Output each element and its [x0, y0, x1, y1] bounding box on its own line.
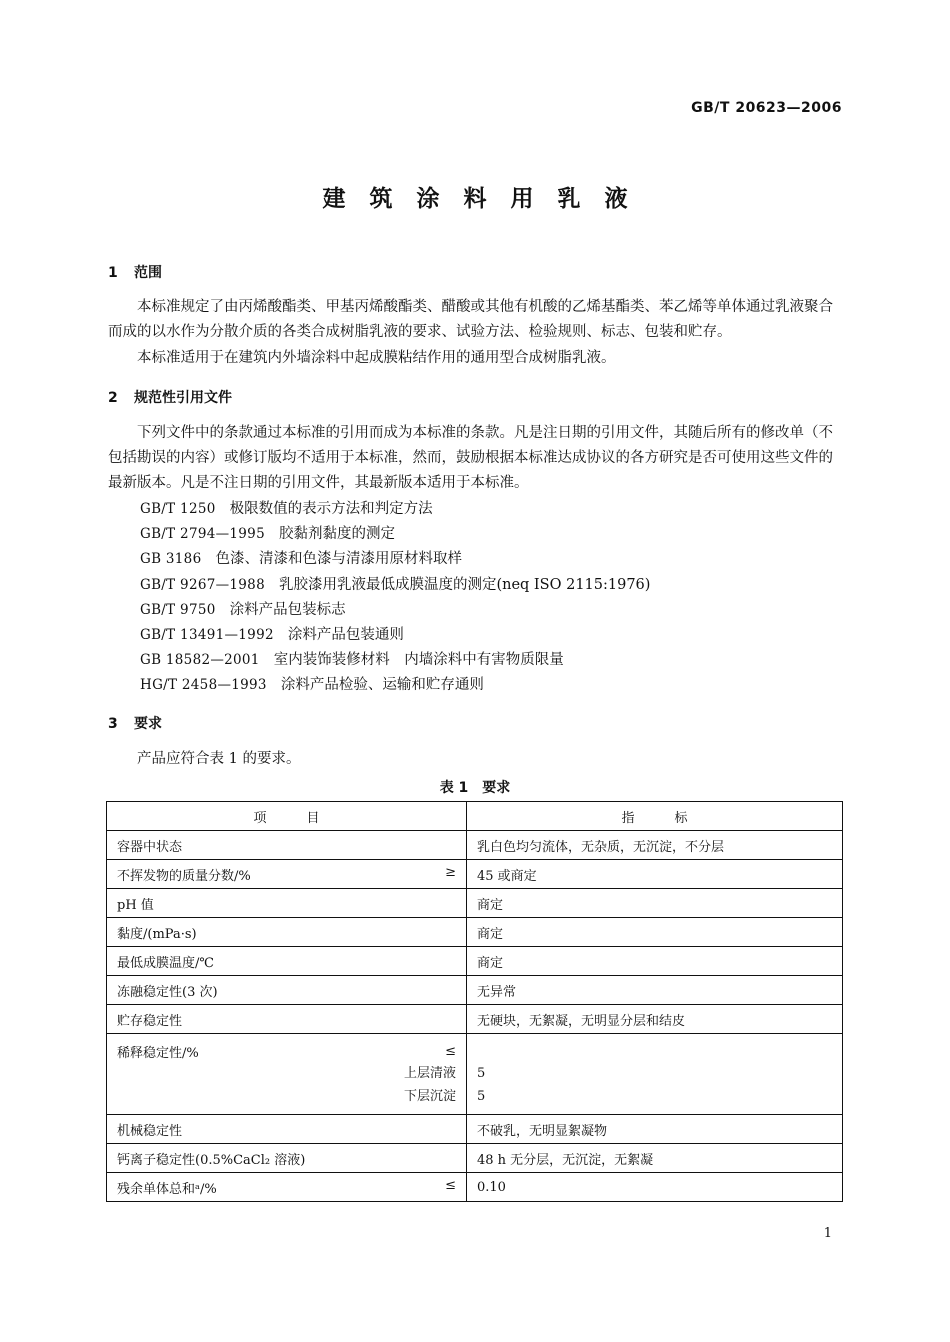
item-cell [107, 860, 467, 889]
item-cell [107, 889, 467, 918]
table-caption: 表 1 要求 [439, 780, 511, 796]
section-3-heading [108, 713, 162, 733]
item-label: 稀释稳定性/% [117, 1045, 199, 1061]
reference-title: 涂料产品包装标志 [229, 602, 346, 618]
value-cell: 商定 [467, 889, 843, 918]
reference-code: GB 3186 [140, 551, 202, 567]
table-row [107, 976, 843, 1005]
limit-symbol: ≤ [445, 1043, 456, 1059]
reference-code: HG/T 2458—1993 [140, 677, 267, 693]
reference-item [140, 497, 433, 518]
table-header-row [107, 802, 843, 831]
item-label: 机械稳定性 [117, 1123, 183, 1139]
reference-code: GB/T 2794—1995 [140, 526, 265, 542]
section-2-paragraph-1: 下列文件中的条款通过本标准的引用而成为本标准的条款。凡是注日期的引用文件，其随后所有的修改单（不包括勘误的内容）或修订版均不适用于本标准，然而，鼓励根据本标准达成协议的各方研究是否可使用这些文件的最新版本。凡是不注日期的引用文件，其最新版本适用于本标准。 [108, 425, 833, 491]
reference-item [140, 673, 484, 694]
item-label: 冻融稳定性(3 次) [117, 984, 218, 1000]
section-number: 2 [108, 390, 118, 406]
item-label: 残余单体总和ᵃ/% [117, 1181, 217, 1197]
section-2-heading [108, 387, 232, 407]
item-cell [107, 1005, 467, 1034]
value-cell: 45 或商定 [467, 860, 843, 889]
reference-code: GB 18582—2001 [140, 652, 260, 668]
item-label: 容器中状态 [117, 839, 183, 855]
reference-code: GB/T 13491—1992 [140, 627, 274, 643]
section-1-heading [108, 262, 162, 282]
value-cell: 0.10 [467, 1173, 843, 1202]
item-label: pH 值 [117, 897, 154, 913]
section-number: 3 [108, 716, 118, 732]
reference-title: 室内装饰装修材料 内墙涂料中有害物质限量 [273, 652, 564, 668]
item-label: 贮存稳定性 [117, 1013, 183, 1029]
value-text [477, 1040, 832, 1062]
sub-item-label: 上层清液 [403, 1066, 456, 1081]
value-cell: 无异常 [467, 976, 843, 1005]
reference-item [140, 522, 395, 543]
item-label: 不挥发物的质量分数/% [117, 868, 251, 884]
column-header: 项目 [107, 802, 467, 831]
section-title: 要求 [134, 716, 162, 732]
value-cell: 无硬块，无絮凝，无明显分层和结皮 [467, 1005, 843, 1034]
table-row [107, 918, 843, 947]
table-row [107, 947, 843, 976]
table-row [107, 1034, 843, 1115]
limit-symbol: ≥ [445, 864, 456, 880]
reference-title: 色漆、清漆和色漆与清漆用原材料取样 [215, 551, 462, 567]
reference-code: GB/T 9267—1988 [140, 577, 265, 593]
reference-item [140, 648, 564, 669]
value-text: 5 [477, 1089, 486, 1104]
item-cell [107, 1173, 467, 1202]
limit-symbol: ≤ [445, 1177, 456, 1193]
table-row [107, 860, 843, 889]
section-3-paragraph-1: 产品应符合表 1 的要求。 [137, 751, 301, 767]
value-cell: 48 h 无分层，无沉淀，无絮凝 [467, 1144, 843, 1173]
table-row [107, 1115, 843, 1144]
column-header: 指标 [467, 802, 843, 831]
table-row [107, 1005, 843, 1034]
reference-item [140, 623, 404, 644]
value-cell [467, 1034, 843, 1115]
section-number: 1 [108, 265, 118, 281]
reference-item [140, 547, 462, 568]
item-cell [107, 947, 467, 976]
value-text: 5 [477, 1066, 486, 1081]
reference-title: 涂料产品包装通则 [287, 627, 404, 643]
value-cell: 不破乳，无明显絮凝物 [467, 1115, 843, 1144]
sub-item-label: 下层沉淀 [403, 1089, 456, 1104]
section-title: 范围 [134, 265, 162, 281]
reference-title: 乳胶漆用乳液最低成膜温度的测定(neq ISO 2115:1976) [278, 577, 651, 593]
section-1-paragraph-2: 本标准适用于在建筑内外墙涂料中起成膜粘结作用的通用型合成树脂乳液。 [137, 350, 616, 366]
reference-title: 胶黏剂黏度的测定 [278, 526, 395, 542]
reference-code: GB/T 9750 [140, 602, 216, 618]
value-cell: 商定 [467, 947, 843, 976]
item-cell [107, 1115, 467, 1144]
document-title: 建筑涂料用乳液 [322, 186, 652, 212]
table-row [107, 889, 843, 918]
item-cell [107, 831, 467, 860]
reference-item [140, 598, 346, 619]
item-label: 黏度/(mPa·s) [117, 926, 197, 942]
reference-item [140, 573, 650, 594]
standard-number: GB/T 20623—2006 [691, 100, 842, 116]
table-row [107, 1144, 843, 1173]
item-label: 最低成膜温度/℃ [117, 955, 214, 971]
reference-code: GB/T 1250 [140, 501, 216, 517]
reference-title: 极限数值的表示方法和判定方法 [229, 501, 433, 517]
page-number: 1 [823, 1226, 832, 1241]
value-cell: 商定 [467, 918, 843, 947]
table-row [107, 1173, 843, 1202]
item-cell [107, 1034, 467, 1115]
table-row [107, 831, 843, 860]
section-title: 规范性引用文件 [134, 390, 232, 406]
item-cell [107, 918, 467, 947]
item-label: 钙离子稳定性(0.5%CaCl₂ 溶液) [117, 1152, 306, 1168]
section-1-paragraph-1: 本标准规定了由丙烯酸酯类、甲基丙烯酸酯类、醋酸或其他有机酸的乙烯基酯类、苯乙烯等单体通过乳液聚合而成的以水作为分散介质的各类合成树脂乳液的要求、试验方法、检验规则、标志、包装和贮存。 [108, 299, 833, 340]
requirements-table [106, 801, 843, 1202]
reference-title: 涂料产品检验、运输和贮存通则 [280, 677, 484, 693]
value-cell: 乳白色均匀流体，无杂质，无沉淀，不分层 [467, 831, 843, 860]
item-cell [107, 1144, 467, 1173]
item-cell [107, 976, 467, 1005]
